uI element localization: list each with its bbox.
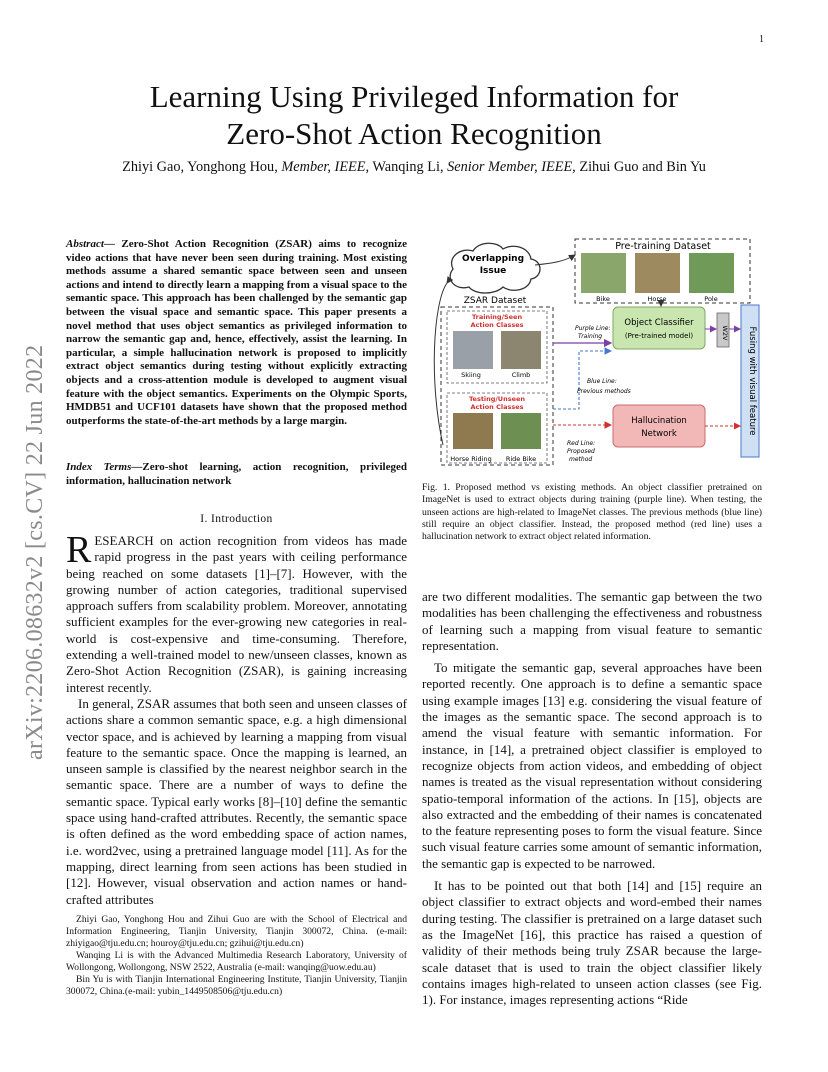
cloud-right-arrow bbox=[535, 255, 575, 265]
bike-photo bbox=[581, 253, 626, 293]
overlapping-issue-label-1: Overlapping bbox=[461, 254, 525, 264]
purple-line-label-2: Training bbox=[578, 333, 603, 340]
fusing-label: Fusing with visual feature bbox=[747, 326, 757, 436]
intro-paragraph-1-text: ESEARCH on action recognition from videos has made rapid progress in the past years with ceiling performance being reached on some datasets [1]–[7]. However, with the growing number of action categories, traditional supervised approach suffers from scalability problem. Moreover, annotating sufficient examples for the ever-growing new categories in real-world is cost-expensive and time-consuming. Therefore, extending a well-trained model to new/unseen classes, known as Zero-Shot Action Recognition (ZSAR), is gaining increasing interest recently. bbox=[66, 533, 407, 695]
footnote-2: Wanqing Li is with the Advanced Multimedia Research Laboratory, University of Wollongong, Wollongong, NSW 2522, Australia (e-mail: wanqing@uow.edu.au) bbox=[66, 950, 407, 973]
ride-bike-photo bbox=[501, 413, 541, 449]
horse-photo bbox=[635, 253, 680, 293]
horse-riding-photo bbox=[453, 413, 493, 449]
arxiv-identifier: arXiv:2206.08632v2 [cs.CV] 22 Jun 2022 bbox=[22, 344, 48, 760]
blue-line-label-2: Previous methods bbox=[577, 388, 631, 395]
purple-line-label-1: Purple Line: bbox=[575, 325, 611, 332]
right-paragraph-1: are two different modalities. The semantic gap between the two modalities has been challenging the effectiveness and robustness of learning such a mapping from visual feature to semantic representation. bbox=[422, 589, 762, 653]
blue-line-label-1: Blue Line: bbox=[587, 378, 617, 385]
overlapping-issue-label-2: Issue bbox=[479, 266, 507, 276]
index-terms-label: Index Terms bbox=[66, 461, 132, 473]
bike-label: Bike bbox=[596, 295, 610, 303]
abstract bbox=[66, 238, 407, 428]
footnote-3: Bin Yu is with Tianjin International Engineering Institute, Tianjin University, Tianjin 300072, China.(e-mail: yubin_1449508506@tju.edu.cn) bbox=[66, 974, 407, 997]
page-number: 1 bbox=[759, 34, 764, 45]
hallucination-label-1: Hallucination bbox=[631, 416, 687, 426]
authors-part-1: Zhiyi Gao, Yonghong Hou, bbox=[122, 159, 282, 175]
climb-label: Climb bbox=[511, 371, 531, 379]
red-line-label-2: Proposed bbox=[567, 448, 595, 455]
ride-bike-label: Ride Bike bbox=[505, 455, 537, 463]
climb-photo bbox=[501, 331, 541, 369]
unseen-classes-title-2: Action Classes bbox=[470, 403, 524, 411]
author-list bbox=[0, 159, 828, 176]
author-membership-1: Member, IEEE, bbox=[281, 159, 370, 175]
object-classifier-label: Object Classifier bbox=[624, 318, 694, 328]
horse-riding-label: Horse Riding bbox=[450, 455, 492, 463]
hallucination-network-box bbox=[613, 405, 705, 447]
footnotes bbox=[66, 914, 407, 998]
abstract-text: — Zero-Shot Action Recognition (ZSAR) aims to recognize video actions that have never been seen during training. Most existing methods assume a shared semantic space between seen and unseen actions and intend to directly learn a mapping from a visual space to the semantic space. This approach has been challenged by the semantic gap between the visual space and semantic space. This paper presents a novel method that uses object semantics as privileged information to narrow the semantic gap and, hence, effectively, assist the learning. In particular, a simple hallucination network is proposed to implicitly extract object semantics during testing without explicitly extracting objects and a cross-attention module is developed to augment visual feature with the object semantics. Experiments on the Olympic Sports, HMDB51 and UCF101 datasets have shown that the proposed method outperforms the state-of-the-art methods by a large margin. bbox=[66, 238, 407, 427]
red-line-label-3: method bbox=[569, 456, 593, 463]
unseen-classes-title-1: Testing/Unseen bbox=[468, 395, 526, 403]
red-line-label-1: Red Line: bbox=[567, 440, 596, 447]
skiing-label: Skiing bbox=[461, 371, 481, 379]
intro-text bbox=[66, 529, 407, 908]
right-paragraph-3: It has to be pointed out that both [14] and [15] require an object classifier to extract objects and word-embed their names during testing. The classifier is pretrained on a large dataset such as the ImageNet [16], this practice has raised a question of validity of their methods being truly ZSAR because the large-scale dataset that is used to train the object classifier likely contains images high-related to unseen action classes (see Fig. 1). For instance, images representing actions “Ride bbox=[422, 878, 762, 1008]
right-column-text bbox=[422, 589, 762, 1008]
author-membership-2: Senior Member, IEEE, bbox=[447, 159, 576, 175]
paper-title bbox=[0, 78, 828, 152]
w2v-label: W2V bbox=[721, 325, 729, 341]
horse-label: Horse bbox=[647, 295, 667, 303]
pole-photo bbox=[689, 253, 734, 293]
pole-label: Pole bbox=[704, 295, 718, 303]
authors-part-2: Wanqing Li, bbox=[369, 159, 448, 175]
authors-part-3: Zihui Guo and Bin Yu bbox=[575, 159, 706, 175]
object-classifier-box bbox=[613, 307, 705, 349]
seen-classes-title-2: Action Classes bbox=[470, 321, 524, 329]
title-line-2: Zero-Shot Action Recognition bbox=[226, 116, 602, 151]
intro-paragraph-1 bbox=[66, 529, 407, 696]
pretraining-dataset-title: Pre-training Dataset bbox=[615, 241, 711, 252]
drop-cap: R bbox=[66, 529, 92, 571]
seen-classes-title-1: Training/Seen bbox=[471, 313, 523, 321]
hallucination-label-2: Network bbox=[641, 429, 677, 439]
section-heading: I. Introduction bbox=[200, 513, 273, 525]
figure-1-caption: Fig. 1. Proposed method vs existing methods. An object classifier pretrained on ImageNet is used to extract objects during training (purple line). When testing, the unseen actions are high-related to ImageNet classes. The previous methods (blue line) still require an object classifier. Instead, the proposed method (red line) uses a hallucination network to extract object related information. bbox=[422, 482, 762, 543]
object-classifier-sublabel: (Pre-trained model) bbox=[624, 332, 694, 340]
zsar-dataset-title: ZSAR Dataset bbox=[463, 296, 527, 306]
index-terms-text: —Zero-shot learning, action recognition, privileged information, hallucination network bbox=[66, 461, 407, 487]
abstract-label: Abstract bbox=[66, 238, 104, 250]
footnote-1: Zhiyi Gao, Yonghong Hou and Zihui Guo are with the School of Electrical and Information Engineering, Tianjin University, Tianjin 300072, China. (e-mail: zhiyigao@tju.edu.cn; houroy@tju.edu.cn; gzihui@tju.edu.cn) bbox=[66, 914, 407, 949]
index-terms bbox=[66, 461, 407, 488]
intro-paragraph-2: In general, ZSAR assumes that both seen and unseen classes of actions share a common semantic space, e.g. a high dimensional vector space, and is achieved by learning a mapping from visual feature to the semantic space. Once the mapping is learned, an unseen sample is classified by the nearest neighbor search in the semantic space. There are a number of ways to define the semantic space. Typical early works [8]–[10] define the semantic space using hand-crafted attributes. Recently, the semantic space is often defined as the word embedding space of action names, i.e. word2vec, using a pretrained language model [11]. As for the mapping, direct learning from seen actions has been studied in [12]. However, visual observation and action names or hand-crafted attributes bbox=[66, 695, 407, 907]
title-line-1: Learning Using Privileged Information for bbox=[149, 79, 679, 114]
figure-1 bbox=[425, 233, 765, 469]
skiing-photo bbox=[453, 331, 493, 369]
right-paragraph-2: To mitigate the semantic gap, several approaches have been reported recently. One approach is to define a semantic space using example images [13] e.g. considering the visual feature of the images as the semantic space. The second approach is to amend the visual feature with semantic information. For instance, in [14], a pretrained object classifier is employed to recognize objects from action videos, and embedding of object names is treated as the visual representation without considering spatio-temporal information of the actions. In [15], objects are also extracted and the embedding of their names is concatenated to the feature representing poses to form the visual feature. Since such visual feature carries some amount of semantic information, the semantic gap is expected to be narrowed. bbox=[422, 660, 762, 871]
